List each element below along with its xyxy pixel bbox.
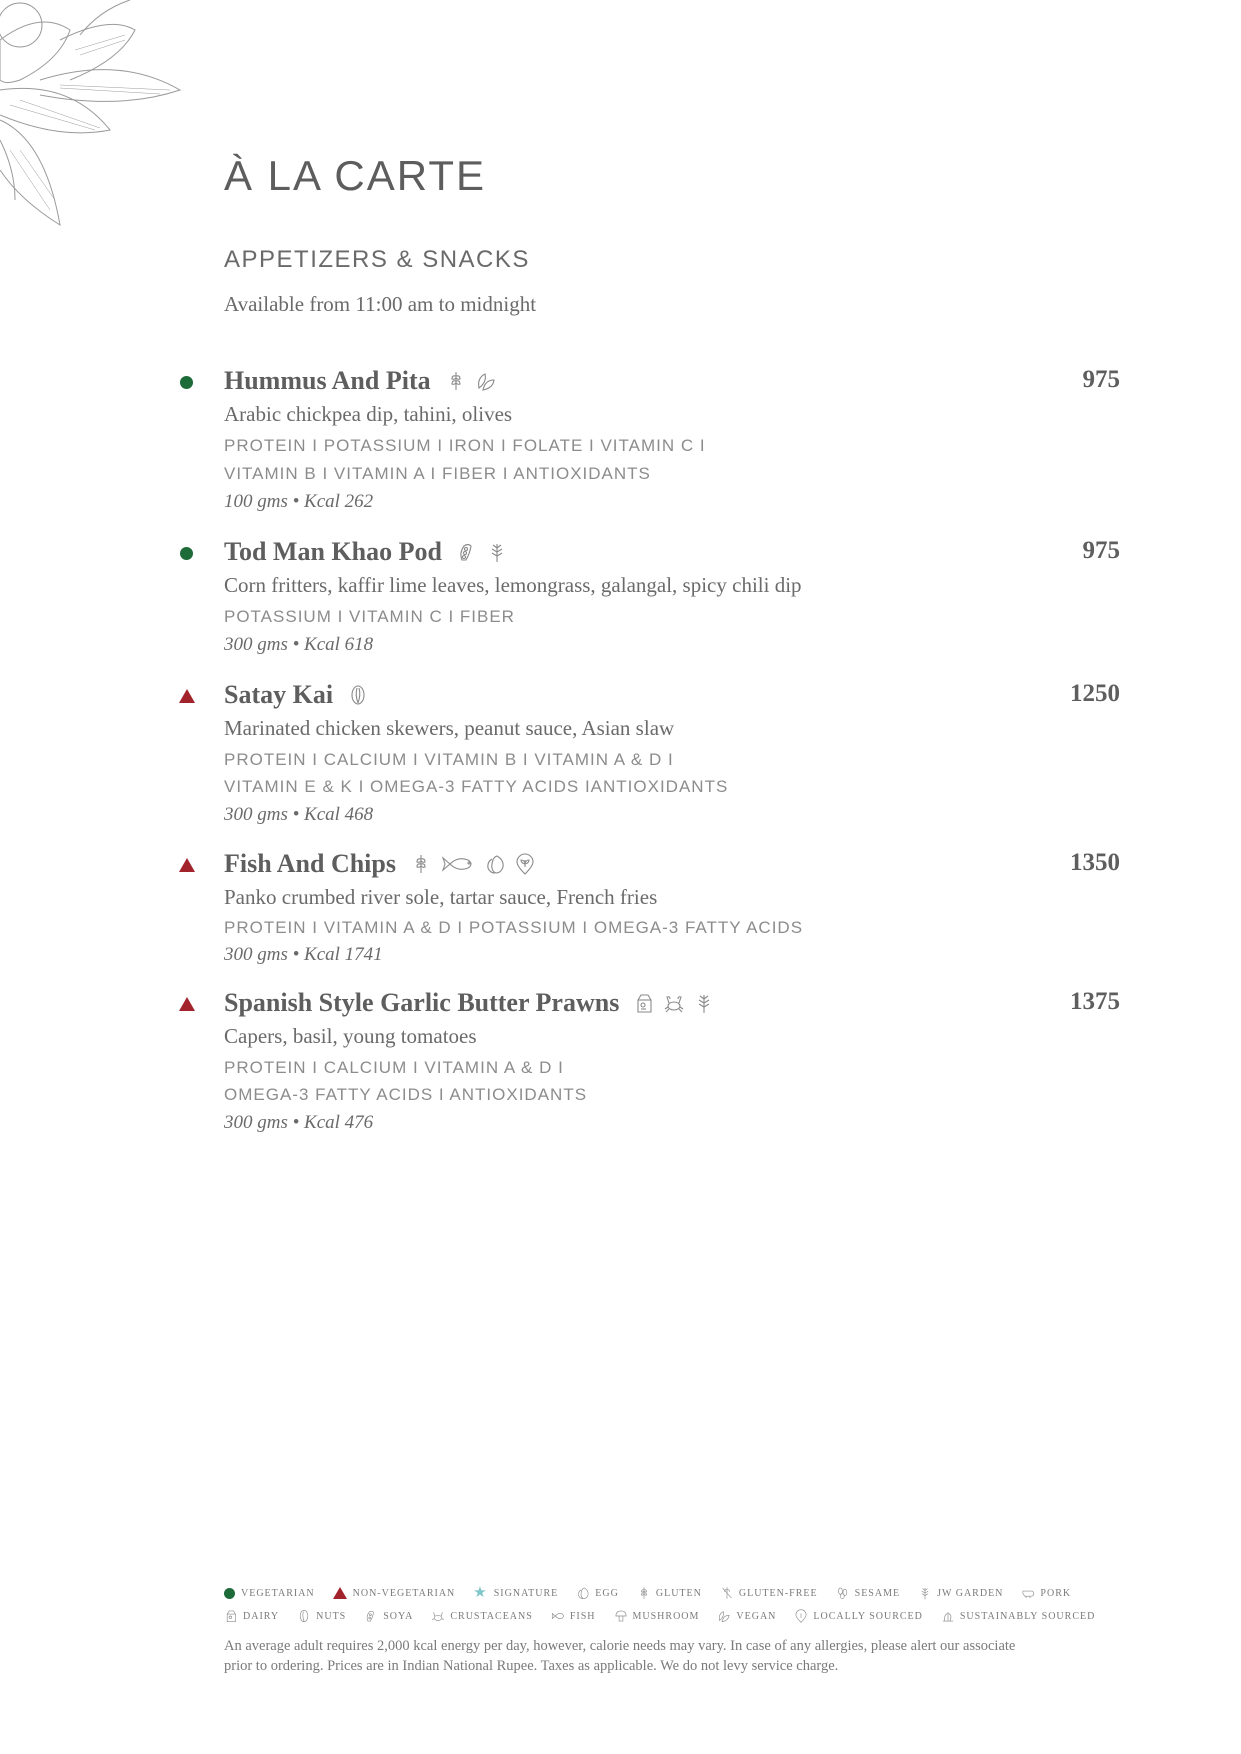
item-name: Fish And Chips bbox=[224, 849, 396, 878]
non-vegetarian-marker bbox=[179, 689, 195, 703]
legend-gluten: GLUTEN bbox=[637, 1586, 702, 1600]
legend-dairy: DAIRY bbox=[224, 1609, 279, 1623]
dairy-icon bbox=[224, 1609, 238, 1623]
item-description: Marinated chicken skewers, peanut sauce, Asian slaw bbox=[224, 716, 675, 740]
menu-item bbox=[180, 364, 1120, 514]
item-name: Satay Kai bbox=[224, 680, 334, 709]
egg-icon bbox=[576, 1586, 590, 1600]
item-portion: 300 gms • Kcal 618 bbox=[224, 634, 374, 655]
crustaceans-icon bbox=[431, 1609, 445, 1623]
signature-icon: ★ bbox=[473, 1584, 488, 1601]
legend-fish: FISH bbox=[551, 1609, 596, 1623]
item-portion: 100 gms • Kcal 262 bbox=[224, 491, 374, 512]
legend-signature: ★ SIGNATURE bbox=[473, 1584, 559, 1601]
legend-crustaceans: CRUSTACEANS bbox=[431, 1609, 532, 1623]
item-price: 975 bbox=[1082, 537, 1120, 564]
menu-item bbox=[180, 847, 1120, 967]
menu-item bbox=[180, 986, 1120, 1136]
sustainably-sourced-icon bbox=[941, 1609, 955, 1623]
item-nutrition: VITAMIN E & K I OMEGA-3 FATTY ACIDS IANTIOXIDANTS bbox=[224, 777, 729, 796]
legend-egg: EGG bbox=[576, 1586, 619, 1600]
page-title: À LA CARTE bbox=[224, 152, 486, 199]
disclaimer-note: An average adult requires 2,000 kcal energy per day, however, calorie needs may vary. In case of any allergies, please alert our associate prior to ordering. Prices are in Indian National Rupee. Taxes as applicable. We do not levy service charge. bbox=[224, 1638, 1016, 1674]
fish-icon bbox=[551, 1609, 565, 1623]
egg-icon bbox=[484, 853, 506, 875]
legend-sustainably-sourced: SUSTAINABLY SOURCED bbox=[941, 1609, 1095, 1623]
gluten-icon bbox=[410, 853, 432, 875]
locally-sourced-icon bbox=[794, 1609, 808, 1623]
legend-gluten-free: GLUTEN-FREE bbox=[720, 1586, 818, 1600]
legend-soya: SOYA bbox=[364, 1609, 413, 1623]
item-portion: 300 gms • Kcal 476 bbox=[224, 1112, 374, 1133]
vegetarian-marker bbox=[180, 547, 193, 560]
dietary-legend bbox=[224, 1582, 1124, 1628]
legend-pork: PORK bbox=[1021, 1586, 1071, 1600]
lotus-illustration bbox=[0, 0, 200, 240]
item-name: Hummus And Pita bbox=[224, 366, 431, 395]
fish-icon bbox=[440, 853, 476, 875]
nuts-icon bbox=[347, 684, 369, 706]
item-portion: 300 gms • Kcal 1741 bbox=[224, 944, 383, 965]
item-description: Capers, basil, young tomatoes bbox=[224, 1024, 477, 1048]
soya-icon bbox=[364, 1609, 378, 1623]
menu-item bbox=[180, 535, 1120, 655]
vegetarian-marker bbox=[180, 376, 193, 389]
pork-icon bbox=[1021, 1586, 1035, 1600]
legend-vegan: VEGAN bbox=[717, 1609, 776, 1623]
nuts-icon bbox=[297, 1609, 311, 1623]
item-description: Corn fritters, kaffir lime leaves, lemongrass, galangal, spicy chili dip bbox=[224, 573, 802, 597]
item-description: Arabic chickpea dip, tahini, olives bbox=[224, 402, 513, 426]
legend-locally-sourced: LOCALLY SOURCED bbox=[794, 1609, 922, 1623]
menu-item bbox=[180, 678, 1120, 828]
section-heading: APPETIZERS & SNACKS bbox=[224, 246, 530, 273]
non-vegetarian-icon bbox=[333, 1587, 347, 1599]
crustaceans-icon bbox=[663, 992, 685, 1014]
legend-nuts: NUTS bbox=[297, 1609, 346, 1623]
locally-sourced-icon bbox=[514, 853, 536, 875]
legend-vegetarian: VEGETARIAN bbox=[224, 1588, 315, 1599]
legend-mushroom: MUSHROOM bbox=[614, 1609, 700, 1623]
availability-note: Available from 11:00 am to midnight bbox=[224, 292, 537, 316]
item-price: 1250 bbox=[1070, 680, 1120, 707]
item-name: Spanish Style Garlic Butter Prawns bbox=[224, 988, 620, 1017]
jw-garden-icon bbox=[918, 1586, 932, 1600]
item-name: Tod Man Khao Pod bbox=[224, 537, 442, 566]
vegan-icon bbox=[717, 1609, 731, 1623]
item-nutrition: POTASSIUM I VITAMIN C I FIBER bbox=[224, 607, 515, 626]
legend-jw-garden: JW GARDEN bbox=[918, 1586, 1003, 1600]
gluten-icon bbox=[637, 1586, 651, 1600]
jw-garden-icon bbox=[486, 541, 508, 563]
legend-non-vegetarian: NON-VEGETARIAN bbox=[333, 1587, 456, 1599]
gluten-free-icon bbox=[720, 1586, 734, 1600]
item-price: 975 bbox=[1082, 366, 1120, 393]
item-portion: 300 gms • Kcal 468 bbox=[224, 804, 374, 825]
item-price: 1350 bbox=[1070, 849, 1120, 876]
sesame-icon bbox=[836, 1586, 850, 1600]
vegetarian-icon bbox=[224, 1588, 235, 1599]
item-price: 1375 bbox=[1070, 988, 1120, 1015]
item-description: Panko crumbed river sole, tartar sauce, French fries bbox=[224, 885, 658, 909]
dairy-icon bbox=[633, 992, 655, 1014]
mushroom-icon bbox=[614, 1609, 628, 1623]
jw-garden-icon bbox=[693, 992, 715, 1014]
vegan-icon bbox=[475, 370, 497, 392]
non-vegetarian-marker bbox=[179, 858, 195, 872]
gluten-icon bbox=[445, 370, 467, 392]
item-nutrition: VITAMIN B I VITAMIN A I FIBER I ANTIOXIDANTS bbox=[224, 464, 651, 483]
item-nutrition: PROTEIN I POTASSIUM I IRON I FOLATE I VITAMIN C I bbox=[224, 436, 706, 455]
non-vegetarian-marker bbox=[179, 997, 195, 1011]
item-nutrition: PROTEIN I VITAMIN A & D I POTASSIUM I OMEGA-3 FATTY ACIDS bbox=[224, 918, 804, 937]
item-nutrition: PROTEIN I CALCIUM I VITAMIN B I VITAMIN A & D I bbox=[224, 750, 674, 769]
legend-sesame: SESAME bbox=[836, 1586, 900, 1600]
soya-icon bbox=[456, 541, 478, 563]
item-nutrition: PROTEIN I CALCIUM I VITAMIN A & D I bbox=[224, 1058, 564, 1077]
item-nutrition: OMEGA-3 FATTY ACIDS I ANTIOXIDANTS bbox=[224, 1085, 588, 1104]
